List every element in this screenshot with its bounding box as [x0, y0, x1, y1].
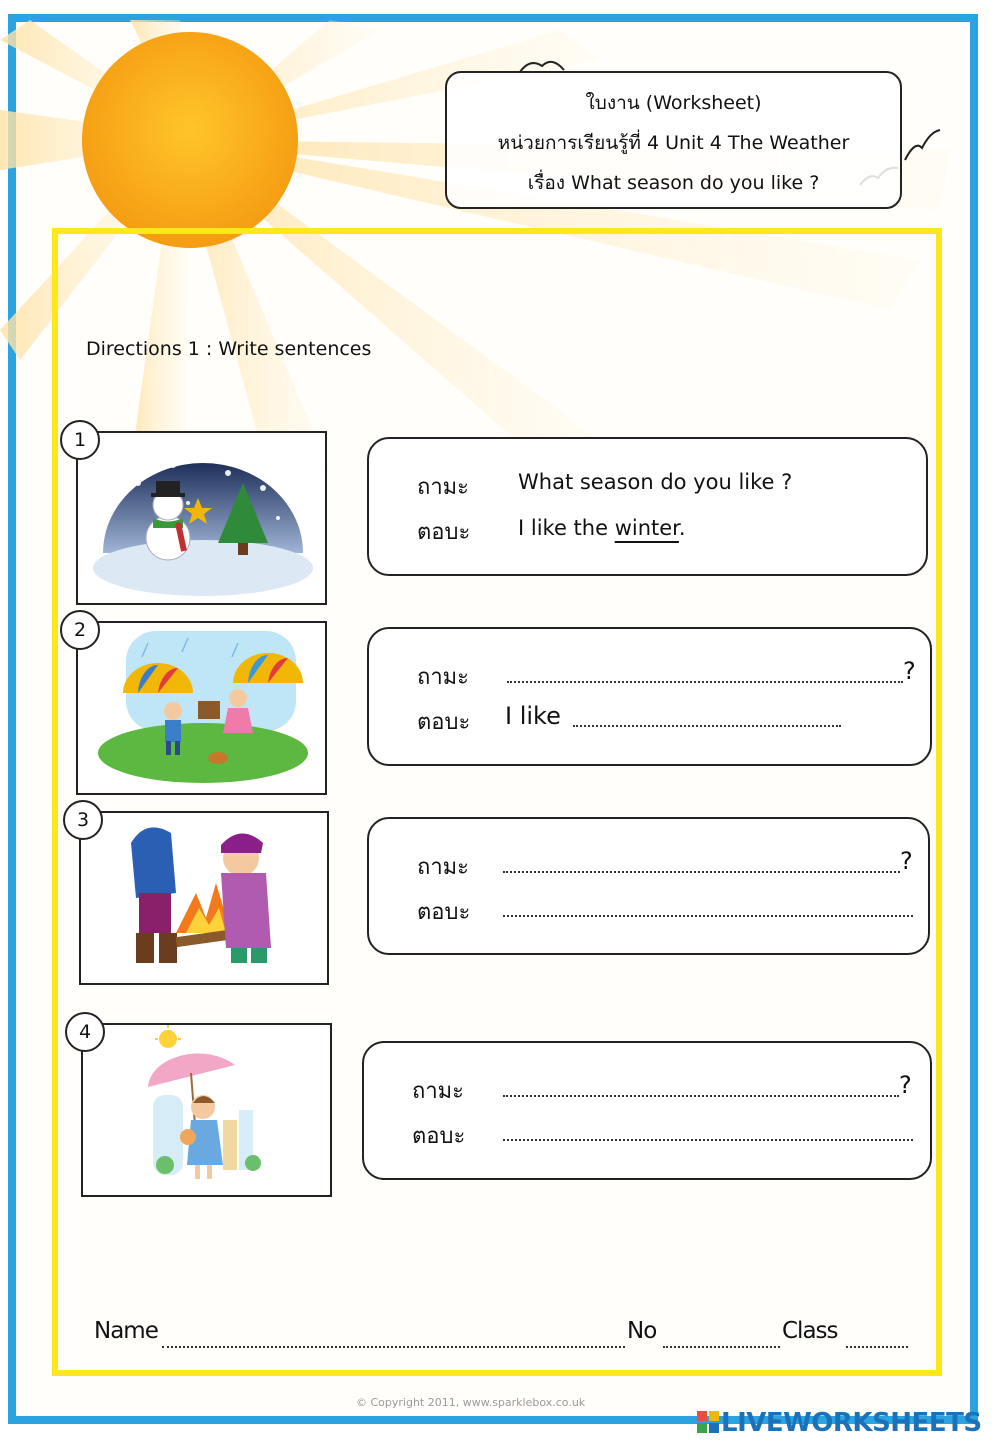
question-mark-4: ? [899, 1071, 912, 1099]
item-number-1: 1 [60, 420, 100, 460]
number-blank[interactable] [663, 1346, 780, 1348]
qa-box-4 [362, 1041, 932, 1180]
question-label: ถามะ [417, 475, 469, 500]
answer-word-winter: winter [614, 516, 679, 540]
answer-prefix-2: I like [505, 702, 561, 730]
answer-label: ตอบะ [412, 1124, 466, 1149]
name-label: Name [94, 1318, 158, 1344]
directions-text: Directions 1 : Write sentences [86, 338, 372, 360]
liveworksheets-brand [697, 1408, 982, 1438]
question-blank-3[interactable] [503, 871, 900, 873]
brand-text: LIVEWORKSHEETS [721, 1408, 982, 1438]
picture-box-2 [76, 621, 327, 795]
answer-blank-4[interactable] [503, 1139, 913, 1141]
picture-box-1 [76, 431, 327, 605]
question-label: ถามะ [417, 665, 469, 690]
question-text-1: What season do you like ? [518, 470, 793, 494]
summer-parasol-girl-icon [83, 1025, 330, 1195]
topic-title: เรื่อง What season do you like ? [527, 172, 820, 194]
qa-box-3 [367, 817, 930, 955]
question-label: ถามะ [417, 855, 469, 880]
answer-label: ตอบะ [417, 900, 471, 925]
picture-box-3 [79, 811, 329, 985]
qa-box-2 [367, 627, 932, 766]
answer-blank-2[interactable] [573, 725, 841, 727]
class-blank[interactable] [846, 1346, 908, 1348]
worksheet-title: ใบงาน (Worksheet) [585, 92, 762, 114]
unit-title: หน่วยการเรียนรู้ที่ 4 Unit 4 The Weather [497, 132, 850, 154]
question-mark-3: ? [900, 847, 913, 875]
answer-blank-3[interactable] [503, 915, 913, 917]
rainy-children-umbrella-icon [78, 623, 325, 793]
name-blank[interactable] [162, 1346, 625, 1348]
snowman-winter-icon [78, 433, 325, 603]
copyright-text: © Copyright 2011, www.sparklebox.co.uk [356, 1396, 586, 1409]
qa-box-1 [367, 437, 928, 576]
number-label: No [627, 1318, 657, 1344]
picture-box-4 [81, 1023, 332, 1197]
item-number-2: 2 [60, 610, 100, 650]
answer-label: ตอบะ [417, 520, 471, 545]
question-mark-2: ? [903, 657, 916, 685]
answer-text-1: I like the winter. [518, 516, 686, 540]
question-label: ถามะ [412, 1079, 464, 1104]
item-number-3: 3 [63, 800, 103, 840]
cold-fire-warming-icon [81, 813, 327, 983]
class-label: Class [782, 1318, 838, 1344]
worksheet-title-box [445, 71, 902, 209]
answer-label: ตอบะ [417, 710, 471, 735]
item-number-4: 4 [65, 1012, 105, 1052]
question-blank-4[interactable] [503, 1095, 899, 1097]
liveworksheets-logo-icon [697, 1411, 719, 1433]
question-blank-2[interactable] [507, 681, 903, 683]
content-frame [52, 228, 942, 1376]
